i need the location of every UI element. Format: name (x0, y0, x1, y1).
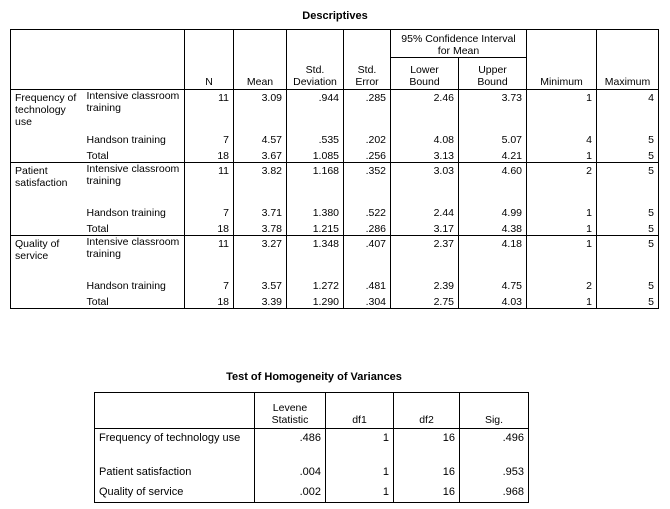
subgroup-label: Handson training (83, 129, 185, 146)
header-n: N (185, 30, 234, 90)
cell-n: 11 (185, 90, 234, 129)
cell-df1: 1 (326, 483, 394, 503)
cell-std-deviation: .944 (287, 90, 344, 129)
descriptives-body (11, 90, 659, 309)
subgroup-label: Handson training (83, 275, 185, 292)
cell-df1: 1 (326, 463, 394, 483)
cell-df2: 16 (394, 429, 460, 463)
cell-minimum: 1 (527, 219, 597, 236)
table-row (11, 202, 659, 219)
cell-n: 18 (185, 146, 234, 163)
cell-std-error: .481 (344, 275, 391, 292)
cell-sig: .968 (460, 483, 529, 503)
table-row (95, 483, 529, 503)
table-row (11, 163, 659, 202)
cell-lower-bound: 2.75 (391, 292, 459, 309)
homogeneity-body (95, 429, 529, 503)
cell-mean: 3.09 (234, 90, 287, 129)
cell-df2: 16 (394, 463, 460, 483)
table-row (11, 292, 659, 309)
cell-minimum: 1 (527, 202, 597, 219)
cell-maximum: 5 (597, 236, 659, 275)
cell-std-error: .304 (344, 292, 391, 309)
cell-n: 18 (185, 219, 234, 236)
header-lower-bound: Lower Bound (391, 58, 459, 90)
cell-upper-bound: 4.18 (459, 236, 527, 275)
cell-lower-bound: 3.17 (391, 219, 459, 236)
table-row (11, 129, 659, 146)
cell-std-error: .202 (344, 129, 391, 146)
cell-mean: 3.82 (234, 163, 287, 202)
cell-mean: 3.39 (234, 292, 287, 309)
homog-header-row (95, 393, 529, 429)
cell-minimum: 1 (527, 90, 597, 129)
cell-maximum: 5 (597, 202, 659, 219)
cell-std-deviation: 1.215 (287, 219, 344, 236)
cell-std-deviation: 1.290 (287, 292, 344, 309)
cell-mean: 4.57 (234, 129, 287, 146)
header-confidence-interval: 95% Confidence Interval for Mean (391, 30, 527, 58)
cell-upper-bound: 4.99 (459, 202, 527, 219)
homogeneity-title: Test of Homogeneity of Variances (226, 371, 402, 383)
cell-mean: 3.71 (234, 202, 287, 219)
subgroup-label: Total (83, 219, 185, 236)
subgroup-label: Total (83, 146, 185, 163)
cell-std-deviation: 1.168 (287, 163, 344, 202)
cell-lower-bound: 4.08 (391, 129, 459, 146)
cell-upper-bound: 4.21 (459, 146, 527, 163)
header-upper-bound: Upper Bound (459, 58, 527, 90)
subgroup-label: Intensive classroom training (83, 236, 185, 275)
header-sig: Sig. (460, 393, 529, 429)
cell-upper-bound: 4.03 (459, 292, 527, 309)
cell-n: 11 (185, 163, 234, 202)
header-df2: df2 (394, 393, 460, 429)
subgroup-label: Total (83, 292, 185, 309)
cell-maximum: 5 (597, 146, 659, 163)
cell-n: 11 (185, 236, 234, 275)
cell-n: 7 (185, 275, 234, 292)
homog-header-corner (95, 393, 255, 429)
cell-upper-bound: 5.07 (459, 129, 527, 146)
cell-std-error: .352 (344, 163, 391, 202)
cell-n: 7 (185, 202, 234, 219)
cell-upper-bound: 3.73 (459, 90, 527, 129)
group-label: Quality of service (11, 236, 83, 309)
cell-upper-bound: 4.38 (459, 219, 527, 236)
cell-lower-bound: 2.44 (391, 202, 459, 219)
cell-minimum: 1 (527, 236, 597, 275)
cell-std-deviation: .535 (287, 129, 344, 146)
cell-maximum: 5 (597, 219, 659, 236)
cell-std-error: .285 (344, 90, 391, 129)
cell-minimum: 2 (527, 163, 597, 202)
cell-maximum: 5 (597, 163, 659, 202)
row-label: Frequency of technology use (95, 429, 255, 463)
cell-levene: .486 (255, 429, 326, 463)
cell-lower-bound: 3.13 (391, 146, 459, 163)
cell-n: 18 (185, 292, 234, 309)
cell-n: 7 (185, 129, 234, 146)
cell-std-deviation: 1.085 (287, 146, 344, 163)
cell-std-deviation: 1.272 (287, 275, 344, 292)
cell-mean: 3.27 (234, 236, 287, 275)
cell-lower-bound: 3.03 (391, 163, 459, 202)
cell-minimum: 1 (527, 292, 597, 309)
header-std-deviation: Std. Deviation (287, 30, 344, 90)
subgroup-label: Intensive classroom training (83, 163, 185, 202)
cell-std-deviation: 1.348 (287, 236, 344, 275)
cell-maximum: 5 (597, 275, 659, 292)
row-label: Quality of service (95, 483, 255, 503)
table-row (11, 275, 659, 292)
cell-minimum: 2 (527, 275, 597, 292)
cell-std-error: .256 (344, 146, 391, 163)
cell-std-deviation: 1.380 (287, 202, 344, 219)
header-row-top (11, 30, 659, 58)
header-df1: df1 (326, 393, 394, 429)
cell-lower-bound: 2.37 (391, 236, 459, 275)
cell-std-error: .286 (344, 219, 391, 236)
cell-maximum: 5 (597, 292, 659, 309)
table-row (11, 146, 659, 163)
cell-mean: 3.67 (234, 146, 287, 163)
cell-maximum: 5 (597, 129, 659, 146)
header-minimum: Minimum (527, 30, 597, 90)
cell-std-error: .407 (344, 236, 391, 275)
header-corner (11, 30, 185, 90)
group-label: Patient satisfaction (11, 163, 83, 236)
cell-mean: 3.78 (234, 219, 287, 236)
group-label: Frequency of technology use (11, 90, 83, 163)
header-maximum: Maximum (597, 30, 659, 90)
cell-minimum: 1 (527, 146, 597, 163)
table-row (11, 236, 659, 275)
subgroup-label: Handson training (83, 202, 185, 219)
header-std-error: Std. Error (344, 30, 391, 90)
header-mean: Mean (234, 30, 287, 90)
homogeneity-table (94, 392, 529, 503)
cell-lower-bound: 2.39 (391, 275, 459, 292)
header-levene: Levene Statistic (255, 393, 326, 429)
cell-df1: 1 (326, 429, 394, 463)
row-label: Patient satisfaction (95, 463, 255, 483)
cell-upper-bound: 4.60 (459, 163, 527, 202)
cell-minimum: 4 (527, 129, 597, 146)
cell-mean: 3.57 (234, 275, 287, 292)
table-row (11, 90, 659, 129)
cell-upper-bound: 4.75 (459, 275, 527, 292)
table-row (95, 463, 529, 483)
subgroup-label: Intensive classroom training (83, 90, 185, 129)
table-row (95, 429, 529, 463)
cell-std-error: .522 (344, 202, 391, 219)
cell-lower-bound: 2.46 (391, 90, 459, 129)
table-row (11, 219, 659, 236)
cell-df2: 16 (394, 483, 460, 503)
descriptives-table (10, 29, 659, 309)
descriptives-title: Descriptives (302, 10, 368, 22)
cell-levene: .002 (255, 483, 326, 503)
cell-sig: .496 (460, 429, 529, 463)
cell-maximum: 4 (597, 90, 659, 129)
cell-levene: .004 (255, 463, 326, 483)
cell-sig: .953 (460, 463, 529, 483)
